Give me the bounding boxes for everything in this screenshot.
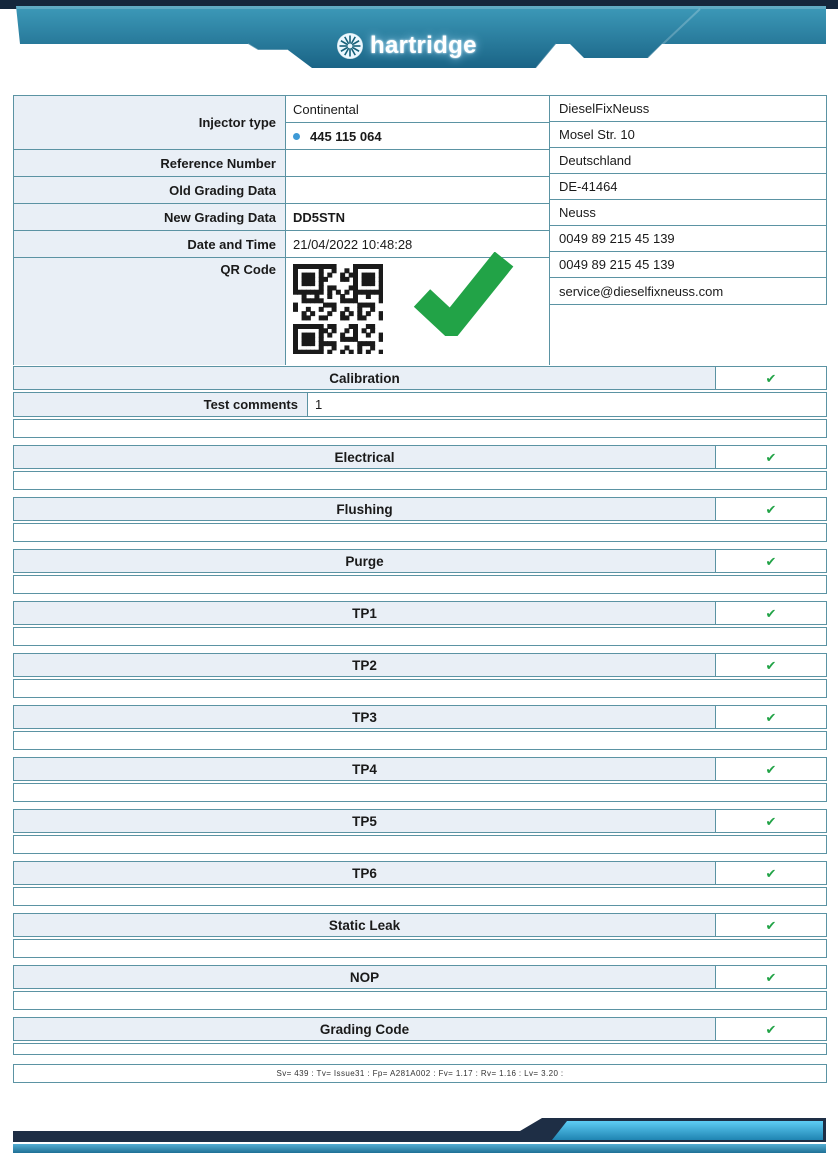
test-section-status-cell xyxy=(716,367,826,389)
check-icon: ✔ xyxy=(765,370,777,386)
test-section xyxy=(13,366,827,438)
test-section-header xyxy=(13,913,827,937)
test-section-detail-row xyxy=(13,471,827,490)
header-banner xyxy=(0,0,838,88)
test-section-title: TP2 xyxy=(14,654,716,676)
qr-code-image xyxy=(293,264,383,354)
check-icon: ✔ xyxy=(765,553,777,569)
hartridge-logo-icon xyxy=(336,32,364,60)
test-section-header xyxy=(13,809,827,833)
test-section-title: TP5 xyxy=(14,810,716,832)
company-country: Deutschland xyxy=(550,148,826,174)
test-section-status-cell xyxy=(716,758,826,780)
pass-check-icon xyxy=(410,252,514,336)
company-name: DieselFixNeuss xyxy=(550,96,826,122)
test-section-header xyxy=(13,366,827,390)
test-section-detail-row xyxy=(13,575,827,594)
datetime-value: 21/04/2022 10:48:28 xyxy=(286,231,549,257)
test-section-title: Electrical xyxy=(14,446,716,468)
test-section-title: Grading Code xyxy=(14,1018,716,1040)
check-icon: ✔ xyxy=(765,969,777,985)
test-section-title: Purge xyxy=(14,550,716,572)
test-comments-value: 1 xyxy=(308,393,826,416)
test-section-header xyxy=(13,653,827,677)
test-section-header xyxy=(13,497,827,521)
test-section-status-cell xyxy=(716,810,826,832)
check-icon: ✔ xyxy=(765,865,777,881)
test-section-status-cell xyxy=(716,446,826,468)
check-icon: ✔ xyxy=(765,917,777,933)
test-section-detail-row xyxy=(13,419,827,438)
test-section-detail-row xyxy=(13,783,827,802)
test-section-title: Calibration xyxy=(14,367,716,389)
test-section-detail-row xyxy=(13,627,827,646)
test-section-title: Flushing xyxy=(14,498,716,520)
company-city: Neuss xyxy=(550,200,826,226)
check-icon: ✔ xyxy=(765,657,777,673)
test-section xyxy=(13,549,827,594)
qr-label: QR Code xyxy=(14,258,286,365)
info-row-old-grading xyxy=(14,177,549,204)
brand-name: hartridge xyxy=(370,32,477,59)
reference-label: Reference Number xyxy=(14,150,286,176)
test-section-detail-row xyxy=(13,991,827,1010)
test-section-detail-row xyxy=(13,731,827,750)
company-email: service@dieselfixneuss.com xyxy=(550,278,826,304)
injector-part-number: 445 115 064 xyxy=(310,128,382,144)
check-icon: ✔ xyxy=(765,709,777,725)
test-section-detail-row xyxy=(13,523,827,542)
test-section-status-cell xyxy=(716,498,826,520)
test-section-status-cell xyxy=(716,966,826,988)
info-row-injector-type xyxy=(14,96,549,150)
check-icon: ✔ xyxy=(765,813,777,829)
test-section-status-cell xyxy=(716,602,826,624)
test-section-header xyxy=(13,549,827,573)
test-section-title: Static Leak xyxy=(14,914,716,936)
injector-part-row xyxy=(286,122,549,149)
footer-banner-graphic xyxy=(0,1102,838,1156)
test-section-status-cell xyxy=(716,914,826,936)
injector-make: Continental xyxy=(286,96,549,122)
test-section-title: TP6 xyxy=(14,862,716,884)
test-comments-row xyxy=(13,392,827,417)
test-section xyxy=(13,861,827,906)
test-section xyxy=(13,965,827,1010)
test-section-header xyxy=(13,705,827,729)
test-section-header xyxy=(13,1017,827,1041)
test-section-header xyxy=(13,757,827,781)
test-section-status-cell xyxy=(716,1018,826,1040)
new-grading-value: DD5STN xyxy=(286,204,549,230)
test-section-header xyxy=(13,601,827,625)
test-section-title: TP4 xyxy=(14,758,716,780)
test-section-status-cell xyxy=(716,862,826,884)
test-section-detail-row xyxy=(13,939,827,958)
test-section-title: TP1 xyxy=(14,602,716,624)
test-section-header xyxy=(13,965,827,989)
company-phone-1: 0049 89 215 45 139 xyxy=(550,226,826,252)
check-icon: ✔ xyxy=(765,1021,777,1037)
test-section xyxy=(13,445,827,490)
test-section-status-cell xyxy=(716,550,826,572)
check-icon: ✔ xyxy=(765,761,777,777)
test-section-header xyxy=(13,861,827,885)
check-icon: ✔ xyxy=(765,449,777,465)
test-section-detail-row xyxy=(13,887,827,906)
hartridge-logo xyxy=(336,32,477,60)
reference-value xyxy=(286,150,549,176)
injector-type-label: Injector type xyxy=(14,96,286,149)
system-info-text: Sv= 439 : Tv= Issue31 : Fp= A281A002 : Fv= 1.17 : Rv= 1.16 : Lv= 3.20 : xyxy=(276,1069,564,1078)
system-info-box xyxy=(13,1064,827,1083)
company-phone-2: 0049 89 215 45 139 xyxy=(550,252,826,278)
test-section xyxy=(13,653,827,698)
test-section xyxy=(13,809,827,854)
test-section-detail-row xyxy=(13,679,827,698)
bullet-icon xyxy=(293,133,300,140)
info-row-reference xyxy=(14,150,549,177)
check-icon: ✔ xyxy=(765,501,777,517)
old-grading-value xyxy=(286,177,549,203)
test-section-detail-row xyxy=(13,1043,827,1055)
datetime-label: Date and Time xyxy=(14,231,286,257)
test-section-status-cell xyxy=(716,654,826,676)
company-info-table xyxy=(550,95,827,305)
test-section-title: TP3 xyxy=(14,706,716,728)
check-icon: ✔ xyxy=(765,605,777,621)
test-section-header xyxy=(13,445,827,469)
test-section xyxy=(13,601,827,646)
company-street: Mosel Str. 10 xyxy=(550,122,826,148)
test-section-title: NOP xyxy=(14,966,716,988)
test-section xyxy=(13,757,827,802)
test-section-detail-row xyxy=(13,835,827,854)
old-grading-label: Old Grading Data xyxy=(14,177,286,203)
test-section-status-cell xyxy=(716,706,826,728)
test-results-list xyxy=(13,366,827,1055)
test-comments-label: Test comments xyxy=(14,393,308,416)
test-section xyxy=(13,497,827,542)
info-row-new-grading xyxy=(14,204,549,231)
test-section xyxy=(13,705,827,750)
company-postcode: DE-41464 xyxy=(550,174,826,200)
test-section xyxy=(13,913,827,958)
test-section xyxy=(13,1017,827,1055)
new-grading-label: New Grading Data xyxy=(14,204,286,230)
